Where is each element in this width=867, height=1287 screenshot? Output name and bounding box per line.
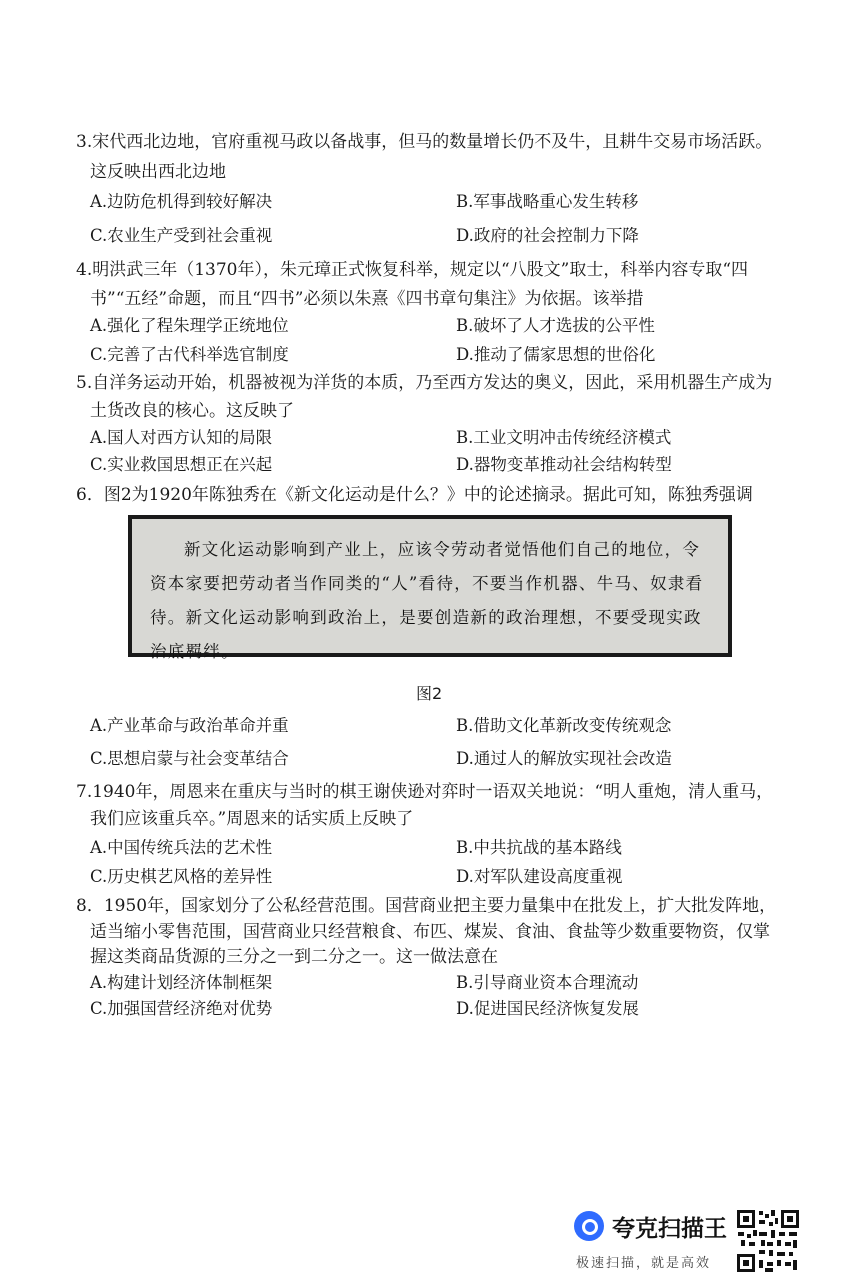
q8-stem-line-3: 握这类商品货源的三分之一到二分之一。这一做法意在 <box>90 947 498 967</box>
watermark-brand: 夸克扫描王 <box>612 1216 727 1242</box>
q7-option-b: B.中共抗战的基本路线 <box>456 838 622 857</box>
figure-2-quote-text: 新文化运动影响到产业上，应该令劳动者觉悟他们自己的地位，令资本家要把劳动者当作同类的“人”看待，不要当作机器、牛马、奴隶看待。新文化运动影响到政治上，是要创造新的政治理想，不要受现实政治底羁绊。 <box>150 540 704 661</box>
q3-stem-line-1: 3.宋代西北边地，官府重视马政以备战事，但马的数量增长仍不及牛，且耕牛交易市场活跃。 <box>76 132 773 152</box>
q3-option-b: B.军事战略重心发生转移 <box>456 192 639 211</box>
q8-option-a: A.构建计划经济体制框架 <box>90 973 273 992</box>
figure-2-caption: 图2 <box>416 684 443 703</box>
q7-option-c: C.历史棋艺风格的差异性 <box>90 867 273 886</box>
q7-stem-line-2: 我们应该重兵卒。”周恩来的话实质上反映了 <box>90 809 414 829</box>
q7-option-d: D.对军队建设高度重视 <box>456 867 623 886</box>
q5-stem-line-1: 5.自洋务运动开始，机器被视为洋货的本质，乃至西方发达的奥义，因此，采用机器生产成为 <box>76 373 773 393</box>
q7-option-a: A.中国传统兵法的艺术性 <box>90 838 273 857</box>
q4-option-a: A.强化了程朱理学正统地位 <box>90 316 289 335</box>
q4-option-c: C.完善了古代科举选官制度 <box>90 345 289 364</box>
q5-option-a: A.国人对西方认知的局限 <box>90 428 273 447</box>
q5-option-d: D.器物变革推动社会结构转型 <box>456 455 672 474</box>
q3-option-d: D.政府的社会控制力下降 <box>456 226 639 245</box>
qr-code-icon <box>735 1208 801 1274</box>
q8-stem-line-1: 8．1950年，国家划分了公私经营范围。国营商业把主要力量集中在批发上，扩大批发阵地， <box>76 896 777 916</box>
q5-option-b: B.工业文明冲击传统经济模式 <box>456 428 672 447</box>
q6-stem-line-1: 6．图2为1920年陈独秀在《新文化运动是什么？》中的论述摘录。据此可知，陈独秀强调 <box>76 485 753 505</box>
q8-option-b: B.引导商业资本合理流动 <box>456 973 639 992</box>
q7-stem-line-1: 7.1940年，周恩来在重庆与当时的棋王谢侠逊对弈时一语双关地说：“明人重炮，清人重马， <box>76 782 774 802</box>
q8-stem-line-2: 适当缩小零售范围，国营商业只经营粮食、布匹、煤炭、食油、食盐等少数重要物资，仅掌 <box>90 922 770 942</box>
q6-option-c: C.思想启蒙与社会变革结合 <box>90 749 289 768</box>
q5-option-c: C.实业救国思想正在兴起 <box>90 455 273 474</box>
q3-option-a: A.边防危机得到较好解决 <box>90 192 273 211</box>
q8-option-c: C.加强国营经济绝对优势 <box>90 999 273 1018</box>
quark-logo-icon <box>574 1211 604 1241</box>
q4-option-d: D.推动了儒家思想的世俗化 <box>456 345 656 364</box>
figure-2-quote-box <box>128 515 732 661</box>
q4-option-b: B.破坏了人才选拔的公平性 <box>456 316 655 335</box>
q4-stem-line-2: 书”“五经”命题，而且“四书”必须以朱熹《四书章句集注》为依据。该举措 <box>90 289 644 309</box>
q4-stem-line-1: 4.明洪武三年（1370年），朱元璋正式恢复科举，规定以“八股文”取士，科举内容专取“四 <box>76 260 749 280</box>
q5-stem-line-2: 土货改良的核心。这反映了 <box>90 401 294 421</box>
q6-option-a: A.产业革命与政治革命并重 <box>90 716 289 735</box>
q8-option-d: D.促进国民经济恢复发展 <box>456 999 639 1018</box>
q6-option-b: B.借助文化革新改变传统观念 <box>456 716 672 735</box>
q6-option-d: D.通过人的解放实现社会改造 <box>456 749 672 768</box>
q3-stem-line-2: 这反映出西北边地 <box>90 162 226 182</box>
q3-option-c: C.农业生产受到社会重视 <box>90 226 273 245</box>
watermark-slogan: 极速扫描，就是高效 <box>576 1256 712 1271</box>
